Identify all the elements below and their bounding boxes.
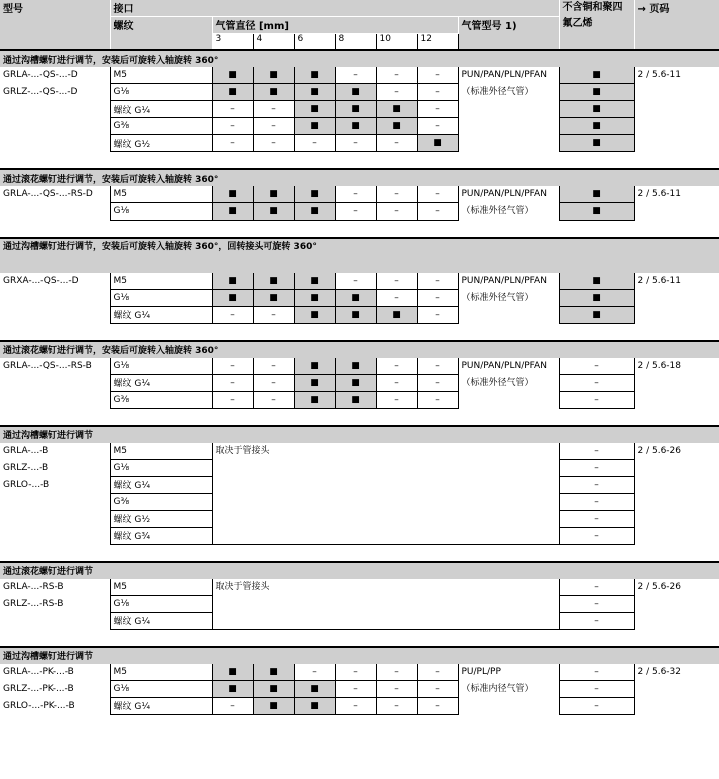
ptfe-cell: ■ (559, 306, 634, 323)
spacer-row (0, 544, 719, 562)
section-header (0, 426, 719, 443)
header-ptfe: 不含铜和聚四氟乙烯 (559, 0, 634, 50)
size-cell: – (253, 391, 294, 408)
size-cell: ■ (294, 118, 335, 135)
size-cell: – (376, 358, 417, 375)
ptfe-cell: ■ (559, 186, 634, 203)
thread-cell: 螺纹 G¼ (110, 306, 212, 323)
spacer-row (0, 323, 719, 341)
size-cell: ■ (294, 680, 335, 697)
size-cell: ■ (335, 358, 376, 375)
ptfe-cell: – (559, 612, 634, 629)
size-cell: ■ (212, 273, 253, 290)
section-title: 通过滚花螺钉进行调节 (0, 562, 719, 579)
size-cell: – (253, 306, 294, 323)
ptfe-cell: ■ (559, 289, 634, 306)
size-cell: ■ (294, 358, 335, 375)
size-cell: ■ (294, 67, 335, 84)
header-tube-type: 气管型号 1) (458, 16, 559, 50)
model-cell (0, 358, 110, 409)
table-row (0, 579, 719, 596)
size-cell: ■ (212, 289, 253, 306)
size-cell: ■ (253, 697, 294, 714)
size-cell: – (376, 289, 417, 306)
section-header (0, 238, 719, 273)
size-cell: – (417, 186, 458, 203)
tube-note: （标准外径气管） (461, 87, 534, 97)
size-cell: ■ (335, 289, 376, 306)
size-cell: ■ (417, 135, 458, 152)
header-size-6: 6 (294, 33, 335, 50)
size-cell: ■ (253, 664, 294, 681)
model-name: GRLO-...-B (3, 479, 50, 490)
model-name: GRLA-...-QS-...-D (3, 70, 78, 80)
ptfe-cell: – (559, 459, 634, 476)
thread-cell: G⅛ (110, 84, 212, 101)
size-cell: – (376, 186, 417, 203)
size-cell: ■ (253, 289, 294, 306)
ptfe-cell: – (559, 664, 634, 681)
size-cell: ■ (253, 67, 294, 84)
size-cell: – (376, 135, 417, 152)
size-cell: – (417, 101, 458, 118)
size-cell: ■ (335, 118, 376, 135)
thread-cell: G⅛ (110, 358, 212, 375)
size-cell: ■ (294, 186, 335, 203)
ptfe-cell: – (559, 493, 634, 510)
size-cell: – (253, 101, 294, 118)
header-size-10: 10 (376, 33, 417, 50)
ptfe-cell: – (559, 595, 634, 612)
tube-note: （标准外径气管） (461, 292, 534, 303)
size-cell: ■ (376, 306, 417, 323)
size-cell: – (294, 664, 335, 681)
size-cell: ■ (253, 84, 294, 101)
page-ref: 2 / 5.6-32 (634, 664, 719, 715)
model-cell (0, 67, 110, 152)
size-cell: – (335, 273, 376, 290)
model-cell (0, 443, 110, 545)
section-header (0, 169, 719, 186)
size-cell: – (212, 374, 253, 391)
thread-cell: 螺纹 G¼ (110, 374, 212, 391)
size-cell: – (335, 664, 376, 681)
merged-note: 取决于管接头 (212, 443, 559, 545)
size-cell: ■ (294, 306, 335, 323)
size-cell: – (376, 67, 417, 84)
size-cell: – (335, 186, 376, 203)
ptfe-cell: ■ (559, 273, 634, 290)
section-title: 通过沟槽螺钉进行调节，安装后可旋转入轴旋转 360°，回转接头可旋转 360° (0, 238, 719, 273)
ptfe-cell: – (559, 680, 634, 697)
model-name: GRXA-...-QS-...-D (3, 275, 79, 286)
size-cell: ■ (294, 101, 335, 118)
thread-cell: M5 (110, 186, 212, 203)
model-name: GRLZ-...-PK-...-B (3, 683, 74, 694)
section-title: 通过沟槽螺钉进行调节 (0, 647, 719, 664)
size-cell: ■ (253, 186, 294, 203)
size-cell: – (417, 118, 458, 135)
size-cell: – (335, 135, 376, 152)
thread-cell: G⅜ (110, 118, 212, 135)
size-cell: – (212, 135, 253, 152)
size-cell: ■ (294, 84, 335, 101)
section-header (0, 50, 719, 67)
thread-cell: G⅛ (110, 680, 212, 697)
ptfe-cell: ■ (559, 84, 634, 101)
thread-cell: G⅛ (110, 459, 212, 476)
section-header (0, 341, 719, 358)
size-cell: – (376, 84, 417, 101)
size-cell: – (253, 358, 294, 375)
size-cell: ■ (212, 203, 253, 220)
size-cell: – (212, 306, 253, 323)
tube-type-cell (458, 358, 559, 409)
size-cell: – (376, 391, 417, 408)
thread-cell: 螺纹 G¼ (110, 476, 212, 493)
model-name: GRLZ-...-QS-...-D (3, 87, 78, 97)
thread-cell: M5 (110, 664, 212, 681)
model-name: GRLO-...-PK-...-B (3, 700, 75, 711)
size-cell: – (253, 374, 294, 391)
model-name: GRLZ-...-B (3, 462, 49, 473)
spacer-row (0, 715, 719, 732)
model-cell (0, 273, 110, 324)
tube-type-cell (458, 273, 559, 324)
size-cell: ■ (335, 374, 376, 391)
model-name: GRLA-...-PK-...-B (3, 666, 74, 677)
thread-cell: 螺纹 G¾ (110, 527, 212, 544)
size-cell: – (376, 680, 417, 697)
thread-cell: 螺纹 G¼ (110, 697, 212, 714)
tube-note: （标准外径气管） (461, 377, 534, 388)
size-cell: – (376, 203, 417, 220)
size-cell: ■ (253, 273, 294, 290)
tube-type-cell (458, 67, 559, 152)
header-page: → 页码 (634, 0, 719, 50)
header-tube-diameter: 气管直径 [mm] (212, 16, 458, 33)
tube-type: PU/PL/PP (461, 666, 501, 677)
tube-type-cell (458, 664, 559, 715)
ptfe-cell: ■ (559, 67, 634, 84)
size-cell: ■ (294, 374, 335, 391)
size-cell: – (376, 697, 417, 714)
thread-cell: 螺纹 G½ (110, 135, 212, 152)
spacer-row (0, 220, 719, 238)
ptfe-cell: – (559, 391, 634, 408)
thread-cell: M5 (110, 67, 212, 84)
size-cell: – (417, 358, 458, 375)
ptfe-cell: – (559, 579, 634, 596)
size-cell: – (253, 135, 294, 152)
header-size-3: 3 (212, 33, 253, 50)
model-cell (0, 579, 110, 630)
table-row (0, 186, 719, 203)
thread-cell: 螺纹 G½ (110, 510, 212, 527)
spacer-row (0, 408, 719, 426)
size-cell: – (417, 67, 458, 84)
size-cell: ■ (376, 101, 417, 118)
size-cell: ■ (253, 680, 294, 697)
header-thread: 螺纹 (110, 16, 212, 50)
page-ref: 2 / 5.6-18 (634, 358, 719, 409)
size-cell: ■ (212, 67, 253, 84)
size-cell: – (417, 374, 458, 391)
size-cell: – (417, 84, 458, 101)
tube-type: PUN/PAN/PLN/PFAN (461, 189, 547, 199)
size-cell: – (376, 664, 417, 681)
model-name: GRLA-...-B (3, 445, 49, 456)
size-cell: ■ (335, 306, 376, 323)
size-cell: – (212, 358, 253, 375)
thread-cell: G⅜ (110, 391, 212, 408)
table-row (0, 67, 719, 84)
size-cell: – (335, 67, 376, 84)
size-cell: – (335, 680, 376, 697)
header-port: 接口 (110, 0, 559, 16)
thread-cell: M5 (110, 579, 212, 596)
model-cell (0, 664, 110, 715)
size-cell: – (417, 680, 458, 697)
header-model: 型号 (0, 0, 110, 50)
section-header (0, 562, 719, 579)
ptfe-cell: ■ (559, 135, 634, 152)
size-cell: – (417, 203, 458, 220)
size-cell: – (212, 101, 253, 118)
size-cell: – (212, 391, 253, 408)
size-cell: – (417, 391, 458, 408)
model-name: GRLA-...-QS-...-RS-D (3, 189, 93, 199)
size-cell: ■ (212, 84, 253, 101)
size-cell: ■ (294, 289, 335, 306)
table-row (0, 358, 719, 375)
size-cell: – (335, 203, 376, 220)
spacer-row (0, 629, 719, 647)
page-ref: 2 / 5.6-11 (634, 186, 719, 220)
header-size-12: 12 (417, 33, 458, 50)
spacer-row (0, 152, 719, 170)
section-title: 通过滚花螺钉进行调节，安装后可旋转入轴旋转 360° (0, 341, 719, 358)
size-cell: ■ (335, 84, 376, 101)
merged-note: 取决于管接头 (212, 579, 559, 630)
ptfe-cell: – (559, 358, 634, 375)
tube-note: （标准外径气管） (461, 206, 534, 216)
tube-type-cell (458, 186, 559, 220)
size-cell: – (253, 118, 294, 135)
size-cell: – (294, 135, 335, 152)
model-name: GRLZ-...-RS-B (3, 598, 64, 609)
page-ref: 2 / 5.6-11 (634, 273, 719, 324)
size-cell: ■ (294, 697, 335, 714)
model-name: GRLA-...-RS-B (3, 581, 64, 592)
size-cell: – (212, 697, 253, 714)
size-cell: – (376, 374, 417, 391)
ptfe-cell: ■ (559, 101, 634, 118)
ptfe-cell: ■ (559, 118, 634, 135)
ptfe-cell: – (559, 697, 634, 714)
table-row (0, 443, 719, 460)
size-cell: ■ (212, 664, 253, 681)
size-cell: ■ (335, 391, 376, 408)
ptfe-cell: – (559, 527, 634, 544)
model-name: GRLA-...-QS-...-RS-B (3, 360, 92, 371)
thread-cell: 螺纹 G¼ (110, 101, 212, 118)
tube-type: PUN/PAN/PLN/PFAN (461, 70, 547, 80)
thread-cell: 螺纹 G¼ (110, 612, 212, 629)
tube-type: PUN/PAN/PLN/PFAN (461, 275, 547, 286)
section-header (0, 647, 719, 664)
size-cell: – (212, 118, 253, 135)
tube-note: （标准内径气管） (461, 683, 534, 694)
size-cell: ■ (294, 391, 335, 408)
table-row (0, 664, 719, 681)
thread-cell: M5 (110, 273, 212, 290)
model-cell (0, 186, 110, 220)
size-cell: ■ (212, 680, 253, 697)
size-cell: ■ (294, 273, 335, 290)
page-ref: 2 / 5.6-26 (634, 443, 719, 545)
thread-cell: G⅛ (110, 203, 212, 220)
size-cell: – (335, 697, 376, 714)
page-ref: 2 / 5.6-26 (634, 579, 719, 630)
size-cell: – (376, 273, 417, 290)
size-cell: ■ (212, 186, 253, 203)
thread-cell: G⅛ (110, 595, 212, 612)
size-cell: – (417, 306, 458, 323)
ptfe-cell: ■ (559, 203, 634, 220)
size-cell: ■ (376, 118, 417, 135)
size-cell: – (417, 697, 458, 714)
section-title: 通过沟槽螺钉进行调节，安装后可旋转入轴旋转 360° (0, 50, 719, 67)
size-cell: ■ (294, 203, 335, 220)
header-size-8: 8 (335, 33, 376, 50)
size-cell: – (417, 664, 458, 681)
page-ref: 2 / 5.6-11 (634, 67, 719, 152)
header-size-4: 4 (253, 33, 294, 50)
thread-cell: G⅜ (110, 493, 212, 510)
size-cell: – (417, 289, 458, 306)
size-cell: ■ (335, 101, 376, 118)
ptfe-cell: – (559, 510, 634, 527)
size-cell: ■ (253, 203, 294, 220)
ptfe-cell: – (559, 443, 634, 460)
table-row (0, 273, 719, 290)
section-title: 通过沟槽螺钉进行调节 (0, 426, 719, 443)
ptfe-cell: – (559, 374, 634, 391)
ptfe-cell: – (559, 476, 634, 493)
tube-type: PUN/PAN/PLN/PFAN (461, 360, 547, 371)
thread-cell: M5 (110, 443, 212, 460)
section-title: 通过滚花螺钉进行调节，安装后可旋转入轴旋转 360° (0, 169, 719, 186)
size-cell: – (417, 273, 458, 290)
thread-cell: G⅛ (110, 289, 212, 306)
